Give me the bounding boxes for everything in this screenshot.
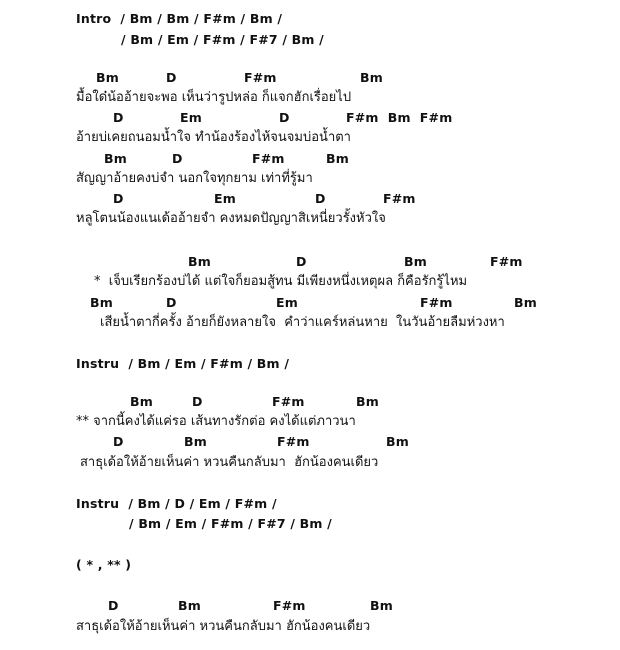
chord: Bm	[104, 151, 127, 166]
chord: Bm	[514, 295, 537, 310]
lyric-line: มื้อใด๋น้ออ้ายจะพอ เห็นว่ารูปหล่อ ก็แจกฮักเรื่อยไป	[76, 90, 352, 105]
chord: D	[113, 110, 124, 125]
instru-line: / Bm / Em / F#m / F#7 / Bm /	[129, 516, 332, 531]
intro-line-1: Intro / Bm / Bm / F#m / Bm /	[76, 11, 283, 26]
chord: Bm	[404, 254, 427, 269]
chord: Bm	[178, 598, 201, 613]
chord: F#m Bm F#m	[346, 110, 453, 125]
chord: D	[166, 70, 177, 85]
chord: F#m	[383, 191, 416, 206]
chord: Bm	[356, 394, 379, 409]
chord: Bm	[184, 434, 207, 449]
chord: F#m	[273, 598, 306, 613]
chord: Bm	[326, 151, 349, 166]
repeat-marker: ( * , ** )	[76, 557, 132, 572]
chord: Em	[180, 110, 202, 125]
chord: F#m	[420, 295, 453, 310]
chord: D	[166, 295, 177, 310]
lyric-line: หลูโตนน้องแนเด้ออ้ายจำ คงหมดปัญญาสิเหนี่ยวรั้งหัวใจ	[76, 211, 386, 226]
chord: D	[113, 434, 124, 449]
chord: Bm	[188, 254, 211, 269]
chord: D	[296, 254, 307, 269]
instru-line: Instru / Bm / D / Em / F#m /	[76, 496, 277, 511]
chord: Em	[276, 295, 298, 310]
lyric-line: สาธุเด้อให้อ้ายเห็นค่า หวนคืนกลับมา ฮักน้องคนเดียว	[80, 455, 379, 470]
chord: Em	[214, 191, 236, 206]
lyric-line: สาธุเด้อให้อ้ายเห็นค่า หวนคืนกลับมา ฮักน้องคนเดียว	[76, 619, 371, 634]
chord: Bm	[370, 598, 393, 613]
chord: D	[315, 191, 326, 206]
chord: Bm	[130, 394, 153, 409]
chord: D	[279, 110, 290, 125]
intro-line-2: / Bm / Em / F#m / F#7 / Bm /	[121, 32, 324, 47]
instru-line: Instru / Bm / Em / F#m / Bm /	[76, 356, 290, 371]
chord: Bm	[386, 434, 409, 449]
lyric-line: * เจ็บเรียกร้องบ่ได้ แต่ใจก็ยอมสู้ทน มีเพียงหนึ่งเหตุผล ก็คือรักรู้ไหม	[94, 274, 468, 289]
chord: F#m	[252, 151, 285, 166]
lyric-line: ** จากนี้คงได้แค่รอ เส้นทางรักต่อ คงได้แต่ภาวนา	[76, 414, 356, 429]
chord: D	[113, 191, 124, 206]
chord: D	[172, 151, 183, 166]
lyric-line: สัญญาอ้ายคงบ่จำ นอกใจทุกยาม เท่าที่รู้มา	[76, 171, 313, 186]
chord: Bm	[360, 70, 383, 85]
chord: D	[108, 598, 119, 613]
lyric-line: เสียน้ำตากี่ครั้ง อ้ายก็ยังหลายใจ คำว่าแคร์หล่นหาย ในวันอ้ายลืมห่วงหา	[100, 315, 505, 330]
chord: F#m	[244, 70, 277, 85]
lyric-line: อ้ายบ่เคยถนอมน้ำใจ ทำน้องร้องไห้จนจมบ่อน้ำตา	[76, 130, 351, 145]
chord: F#m	[272, 394, 305, 409]
chord: Bm	[96, 70, 119, 85]
chord: D	[192, 394, 203, 409]
chord: F#m	[277, 434, 310, 449]
chord: F#m	[490, 254, 523, 269]
chord: Bm	[90, 295, 113, 310]
